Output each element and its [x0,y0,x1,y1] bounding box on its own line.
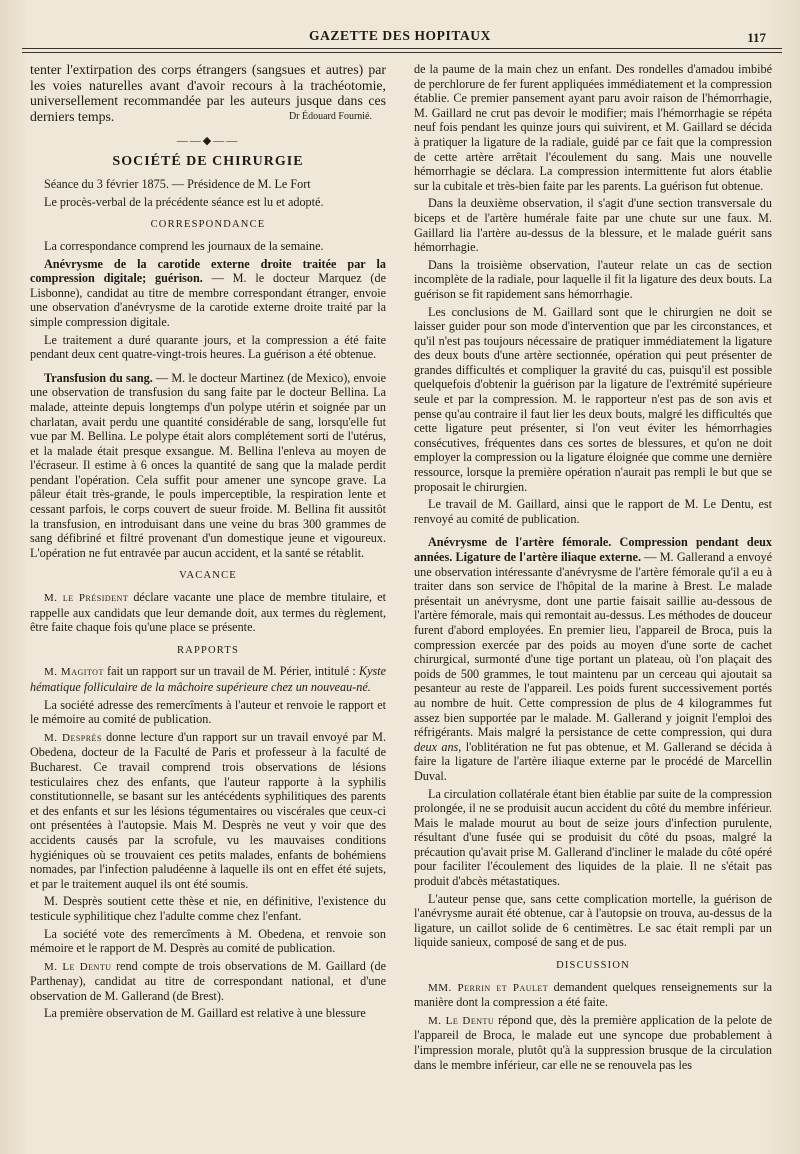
auteur-paragraph: L'auteur pense que, sans cette complication mortelle, la guérison de l'anévrysme aurait été obtenue, car à l'autopsie on trouva, au-dessus de la ligature, un caillot solide de 6 centimètres. Le sac était rempli par un liquide sanieux, composé de sang et de pus. [414,891,772,950]
traitement-paragraph: Le traitement a duré quarante jours, et la compression a été faite pendant deux cent quatre-vingt-trois heures. La guérison a été obtenue. [30,332,386,362]
seance-line: Séance du 3 février 1875. — Présidence de M. Le Fort [44,177,311,192]
intro-paragraph: tenter l'extirpation des corps étrangers (sangsues et autres) par les voies naturelles avant d'avoir recours à la trachéotomie, universellement recommandée par les auteurs jusque dans ces derniers temps. Dr Édouard Fournié. [30,62,386,124]
transfusion-lead: Transfusion du sang. [44,370,153,385]
despres-soutient-paragraph: M. Desprès soutient cette thèse et nie, en définitive, l'existence du testicule syphilitique chez l'adulte comme chez l'enfant. [30,894,386,923]
carotide-paragraph: Anévrysme de la carotide externe droite traitée par la compression digitale; guérison. — M. le docteur Marquez (de Lisbonne), candidat au titre de membre correspondant étranger, envoie une observation d'anévrysme de la carotide externe droite traité par la simple compression digitale. [30,256,386,329]
intro-signature: Dr Édouard Fournié. [288,110,372,122]
gaillard-obs-2: Dans la deuxième observation, il s'agit d'une section transversale du biceps et de l'artère humérale faite par une chute sur une faux. M. Gaillard lia l'artère au-dessus de la blessure, et le malade guérit sans hémorrhagie. [414,196,772,255]
page-number: 117 [747,30,766,45]
societe-paragraph-1: La société adresse des remercîments à l'auteur et renvoie le rapport et le mémoire au comité de publication. [30,697,386,727]
right-column [414,62,772,1147]
section-title: SOCIÉTÉ DE CHIRURGIE [112,153,304,169]
rapports-heading: RAPPORTS [176,644,240,656]
carotide-lead: Anévrysme de la carotide externe droite traitée par la compression digitale; guérison. [30,256,386,286]
despres-paragraph: M. Desprès donne lecture d'un rapport sur un travail envoyé par M. Obedena, docteur de la Faculté de Paris et professeur à la faculté de Bucharest. Ce travail comprend trois observations de lésions testiculaires chez des enfants, que l'auteur rapporte à la syphilis constitutionnelle, se basant sur les antécédents syphilitiques des parents et des enfants et sur les lésions tégumentaires ou viscérales que ceux-ci ont présentées à l'autopsie. Mais M. Desprès ne veut y voir que des accidents causés par la scrofule, vu les mauvaises conditions hygiéniques où se trouvaient ces petits malades, enfants de bohémiens nomades, par l'infection paludéenne à laquelle ils ont en effet été sujets, et par le traitement auquel ils ont été soumis. [30,729,386,891]
vacance-heading: VACANCE [179,570,237,582]
header-rule-bottom [22,52,782,53]
femorale-paragraph: Anévrysme de l'artère fémorale. Compression pendant deux années. Ligature de l'artère iliaque externe. — M. Gallerand a envoyé une observation intéressante d'anévrysme de l'artère fémorale qu'il a eu à traiter dans son service de l'hôpital de la marine à Brest. Le malade présentait un anévrysme, dont une partie faisait saillie au-dessous de l'artère fémorale, mais qui remontait au-dessus. Les méthodes de douceur furent d'abord employées. En premier lieu, l'appareil de Broca, puis la compression exercée par des poids au moyen d'une sorte de cachet chirurgical, surmonté d'une tige portant un plateau, où l'on plaçait des poids de 500 grammes, le tout maintenu par un cerceau qui ajoutait sa pesanteur au reste de l'appareil. Les poids furent successivement portés au nombre de huit. Cette compression de plus de 4 kilogrammes fut assez bien supportée par le malade. M. Gallerand y joignit l'emploi des réfrigérants. Mais malgré la persistance de cette compression, qui dura deux ans, l'oblitération ne fut pas obtenue, et M. Gallerand se décida à faire la ligature de l'artère iliaque externe par le procédé de Marcellin Duval. [414,535,772,783]
circulation-paragraph: La circulation collatérale étant bien établie par suite de la compression prolongée, il ne se produisit aucun accident du côté du membre inférieur. Mais le malade mourut au bout de seize jours d'infection purulente, résultant d'une fusée qui se produisit du côté du psoas, malgré la précaution qu'avait prise M. Gallerand d'incliner le malade du côté opéré pour faciliter l'écoulement des liquides de la plaie. Il ne s'était pas produit d'abcès métastatiques. [414,786,772,889]
correspondance-heading: CORRESPONDANCE [150,219,266,231]
gaillard-obs-3: Dans la troisième observation, l'auteur relate un cas de section incomplète de la radiale, pour laquelle il fit la ligature des deux bouts. La guérison se fit rapidement sans hémorrhagie. [414,257,772,301]
magitot-paragraph: M. Magitot fait un rapport sur un travail de M. Périer, intitulé : Kyste hématique folliculaire de la mâchoire supérieure chez un nouveau-né. [30,664,386,694]
journal-title: GAZETTE DES HOPITAUX [308,28,492,43]
gaillard-obs-1: de la paume de la main chez un enfant. Des rondelles d'amadou imbibé de perchlorure de fer furent appliquées immédiatement et la compression établie. Ce premier pansement ayant paru avoir raison de l'hémorrhagie, M. Gaillard ne crut pas devoir le modifier; mais l'hémorrhagie se répéta neuf fois pendant les quinze jours qui suivirent, et M. Gaillard se décida à pratiquer la ligature de la radiale, guidé par ce fait que la compression de cette artère arrêtait l'écoulement du sang. Mais une nouvelle hémorrhagie se déclara. La compression intermittente fut alors établie sur la cubitale et très-bien faite par les parents. La guérison fut obtenue. [414,62,772,193]
gaillard-conclusions: Les conclusions de M. Gaillard sont que le chirurgien ne doit se laisser guider pour son mode d'intervention que par les circonstances, et qu'il n'est pas toujours nécessaire de pratiquer immédiatement la ligature des deux bouts d'une artère sectionnée, opération qui peut présenter de grandes difficultés et compliquer la gravité du cas, puisqu'il est possible quelquefois d'obtenir la guérison par la ligature de l'extrémité supérieure seule et par la compression. M. le rapporteur n'est pas de son avis et pense qu'au contraire il faut lier les deux bouts, malgré les difficultés que cette ligature peut présenter, si l'on veut éviter les hémorrhagies consécutives, fréquentes dans ces sortes de blessures, et qu'on ne doit employer la compression ou la ligature éloignée que comme une dernière ressource, lorsque la première opération n'aurait pas rempli le but que se proposait le chirurgien. [414,304,772,494]
header-rule-top [22,48,782,49]
discussion-heading: DISCUSSION [556,960,630,972]
ornament-divider: ——◆—— [176,135,240,147]
proces-verbal: Le procès-verbal de la précédente séance est lu et adopté. [44,194,324,209]
femorale-lead: Anévrysme de l'artère fémorale. Compression pendant deux années. Ligature de l'artère iliaque externe. [414,535,772,564]
gaillard-renvoi: Le travail de M. Gaillard, ainsi que le rapport de M. Le Dentu, est renvoyé au comité de publication. [414,497,772,526]
dentu-reply-paragraph: M. Le Dentu répond que, dès la première application de la pelote de l'appareil de Broca, le malade eut une syncope due probablement à l'impression morale, plutôt qu'à la suppression brusque de la circulation dans le membre inférieur, car elle ne se renouvela pas les [414,1012,772,1072]
correspondance-paragraph: La correspondance comprend les journaux de la semaine. [44,238,324,253]
dentu-paragraph: M. Le Dentu rend compte de trois observations de M. Gaillard (de Parthenay), candidat au titre de correspondant national, et d'une observation de M. Gallerand (de Brest). [30,958,386,1003]
vacance-paragraph: M. le Président déclare vacante une place de membre titulaire, et rappelle aux candidats que leur demande doit, aux termes du règlement, être faite chaque fois qu'une place se présente. [30,590,386,635]
transfusion-paragraph: Transfusion du sang. — M. le docteur Martinez (de Mexico), envoie une observation de transfusion du sang faite par le docteur Bellina. La malade, atteinte depuis longtemps d'un polype utérin et soignée par un charlatan, avait perdu une quantité considérable de sang, lorsqu'elle fut vue par M. Bellina. Le polype était alors complétement sorti de l'utérus, et la malade était presque exsangue. M. Bellina l'enleva au moyen de l'écraseur. Il estime à 6 onces la quantité de sang que la malade perdit pendant l'opération. Cela suffit pour amener une syncope grave. La pâleur était très-grande, le pouls imperceptible, la respiration lente et cessant parfois, le corps couvert de sueur froide. M. Bellina fit aussitôt la transfusion, en introduisant dans une veine du bras 300 grammes de sang défibriné et filtré provenant d'un domestique jeune et vigoureux. L'opération ne fut entravée par aucun accident, et la santé se rétablit. [30,370,386,560]
societe-paragraph-2: La société vote des remercîments à M. Obedena, et renvoie son mémoire et le rapport de M. Desprès au comité de publication. [30,926,386,956]
perrin-paragraph: MM. Perrin et Paulet demandent quelques renseignements sur la manière dont la compression a été faite. [414,979,772,1010]
left-column [30,62,386,1147]
premiere-observation: La première observation de M. Gaillard est relative à une blessure [44,1006,366,1021]
